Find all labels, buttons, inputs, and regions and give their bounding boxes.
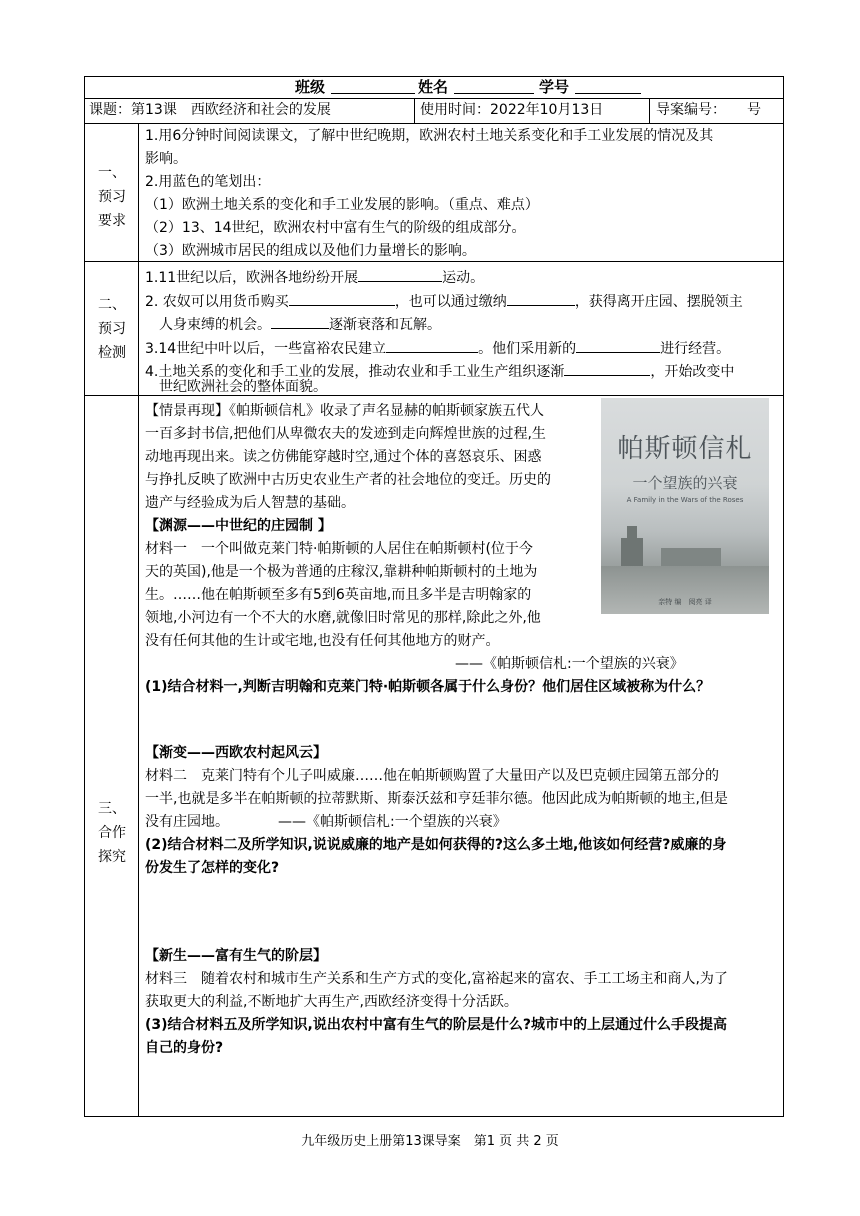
material1-line-1: 材料一 一个叫做克莱门特·帕斯顿的人居住在帕斯顿村(位于今 — [145, 541, 533, 557]
material1-source: ——《帕斯顿信札:一个望族的兴衰》 — [455, 656, 684, 672]
q1-blank[interactable] — [358, 267, 442, 282]
check-q3: 3.14世纪中叶以后，一些富裕农民建立 。他们采用新的 进行经营。 — [145, 338, 730, 357]
material1-line-4: 领地,小河边有一个不大的水磨,就像旧时常见的那样,除此之外,他 — [145, 610, 541, 626]
header-row — [84, 76, 784, 98]
lesson-topic: 课题：第13课 西欧经济和社会的发展 — [89, 102, 331, 118]
intro-line-4: 与挣扎反映了欧洲中古历史农业生产者的社会地位的变迁。历史的 — [145, 472, 551, 488]
req-line-2: 影响。 — [145, 151, 187, 167]
q2-blank-1[interactable] — [289, 291, 395, 306]
section-preview-requirements — [84, 123, 784, 261]
name-blank[interactable] — [454, 79, 534, 94]
req-line-6: （3）欧洲城市居民的组成以及他们力量增长的影响。 — [145, 243, 476, 259]
student-id-blank[interactable] — [575, 79, 641, 94]
class-blank[interactable] — [331, 79, 415, 94]
intro-line-2: 一百多封书信,把他们从卑微农夫的发迹到走向辉煌世族的过程,生 — [145, 426, 546, 442]
section3-label: 三、 合作 探究 — [98, 801, 126, 865]
check-q2: 2. 农奴可以用货币购买 ，也可以通过缴纳 ，获得离开庄园、摆脱领主 — [145, 291, 743, 310]
q3-blank-1[interactable] — [386, 338, 478, 353]
material3-line-2: 获取更大的利益,不断地扩大再生产,西欧经济变得十分活跃。 — [145, 994, 518, 1010]
req-line-5: （2）13、14世纪，欧洲农村中富有生气的阶级的组成部分。 — [145, 220, 526, 236]
section1-label: 一、 预习 要求 — [98, 165, 126, 229]
q3-blank-2[interactable] — [576, 338, 660, 353]
heading-origin: 【渊源——中世纪的庄园制 】 — [145, 518, 332, 534]
question-3-line-1: (3)结合材料五及所学知识,说出农村中富有生气的阶层是什么?城市中的上层通过什么手段提高 — [145, 1017, 727, 1033]
name-label: 姓名 — [418, 78, 449, 96]
student-id-label: 学号 — [539, 78, 570, 96]
req-line-3: 2.用蓝色的笔划出： — [145, 174, 271, 190]
intro-line-1: 【情景再现】《帕斯顿信札》收录了声名显赫的帕斯顿家族五代人 — [145, 403, 544, 419]
material2-line-3: 没有庄园地。 ——《帕斯顿信札:一个望族的兴衰》 — [145, 814, 507, 830]
book-cover-image — [601, 398, 769, 614]
material1-line-5: 没有任何其他的生计或宅地,也没有任何其他地方的财产。 — [145, 633, 500, 649]
material1-line-2: 天的英国),他是一个极为普通的庄稼汉,靠耕种帕斯顿村的土地为 — [145, 564, 538, 580]
cover-title: 帕斯顿信札 — [617, 434, 753, 464]
question-1: (1)结合材料一,判断吉明翰和克莱门特·帕斯顿各属于什么身份？他们居住区域被称为什么？ — [145, 679, 711, 695]
q2-blank-3[interactable] — [271, 314, 329, 329]
material2-line-1: 材料二 克莱门特有个儿子叫威廉……他在帕斯顿购置了大量田产以及巴克顿庄园第五部分的 — [145, 768, 719, 784]
heading-new-class: 【新生——富有生气的阶层】 — [145, 948, 327, 964]
question-3-line-2: 自己的身份? — [145, 1040, 224, 1056]
check-q2-cont: 人身束缚的机会。 逐渐衰落和瓦解。 — [159, 314, 441, 333]
cover-credit: 亲特 编 阅亮 译 — [658, 598, 712, 606]
req-line-1: 1.用6分钟时间阅读课文，了解中世纪晚期，欧洲农村土地关系变化和手工业发展的情况及其 — [145, 128, 714, 144]
use-date: 使用时间：2022年10月13日 — [420, 102, 604, 118]
section-preview-check — [84, 261, 784, 395]
class-label: 班级 — [295, 78, 326, 96]
cover-subtitle: 一个望族的兴衰 — [632, 474, 738, 492]
check-q1: 1.11世纪以后，欧洲各地纷纷开展 运动。 — [145, 267, 484, 286]
check-q4-cont: 世纪欧洲社会的整体面貌。 — [159, 379, 327, 395]
plan-number: 导案编号： 号 — [656, 102, 761, 118]
cover-english-title: A Family in the Wars of the Roses — [626, 496, 744, 504]
info-row — [84, 98, 784, 123]
question-2-line-1: (2)结合材料二及所学知识,说说威廉的地产是如何获得的?这么多土地,他该如何经营?威廉的身 — [145, 837, 727, 853]
req-line-4: （1）欧洲土地关系的变化和手工业发展的影响。（重点、难点） — [145, 197, 539, 213]
question-2-line-2: 份发生了怎样的变化? — [145, 860, 280, 876]
material3-line-1: 材料三 随着农村和城市生产关系和生产方式的变化,富裕起来的富农、手工工场主和商人,为了 — [145, 971, 728, 987]
page-footer: 九年级历史上册第13课导案 第1 页 共 2 页 — [301, 1134, 559, 1149]
section2-label: 二、 预习 检测 — [98, 297, 126, 361]
material1-line-3: 生。……他在帕斯顿至多有5到6英亩地,而且多半是吉明翰家的 — [145, 587, 532, 603]
intro-line-3: 动地再现出来。读之仿佛能穿越时空,通过个体的喜怒哀乐、困惑 — [145, 449, 542, 465]
q4-blank[interactable] — [564, 361, 650, 376]
q2-blank-2[interactable] — [507, 291, 575, 306]
intro-line-5: 遗产与经验成为后人智慧的基础。 — [145, 495, 355, 511]
material2-line-2: 一半,也就是多半在帕斯顿的拉蒂默斯、斯泰沃兹和亨廷菲尔德。他因此成为帕斯顿的地主,但是 — [145, 791, 728, 807]
heading-change: 【渐变——西欧农村起风云】 — [145, 745, 327, 761]
check-q4: 4.土地关系的变化和手工业的发展，推动农业和手工业生产组织逐渐 ，开始改变中 — [145, 361, 734, 380]
